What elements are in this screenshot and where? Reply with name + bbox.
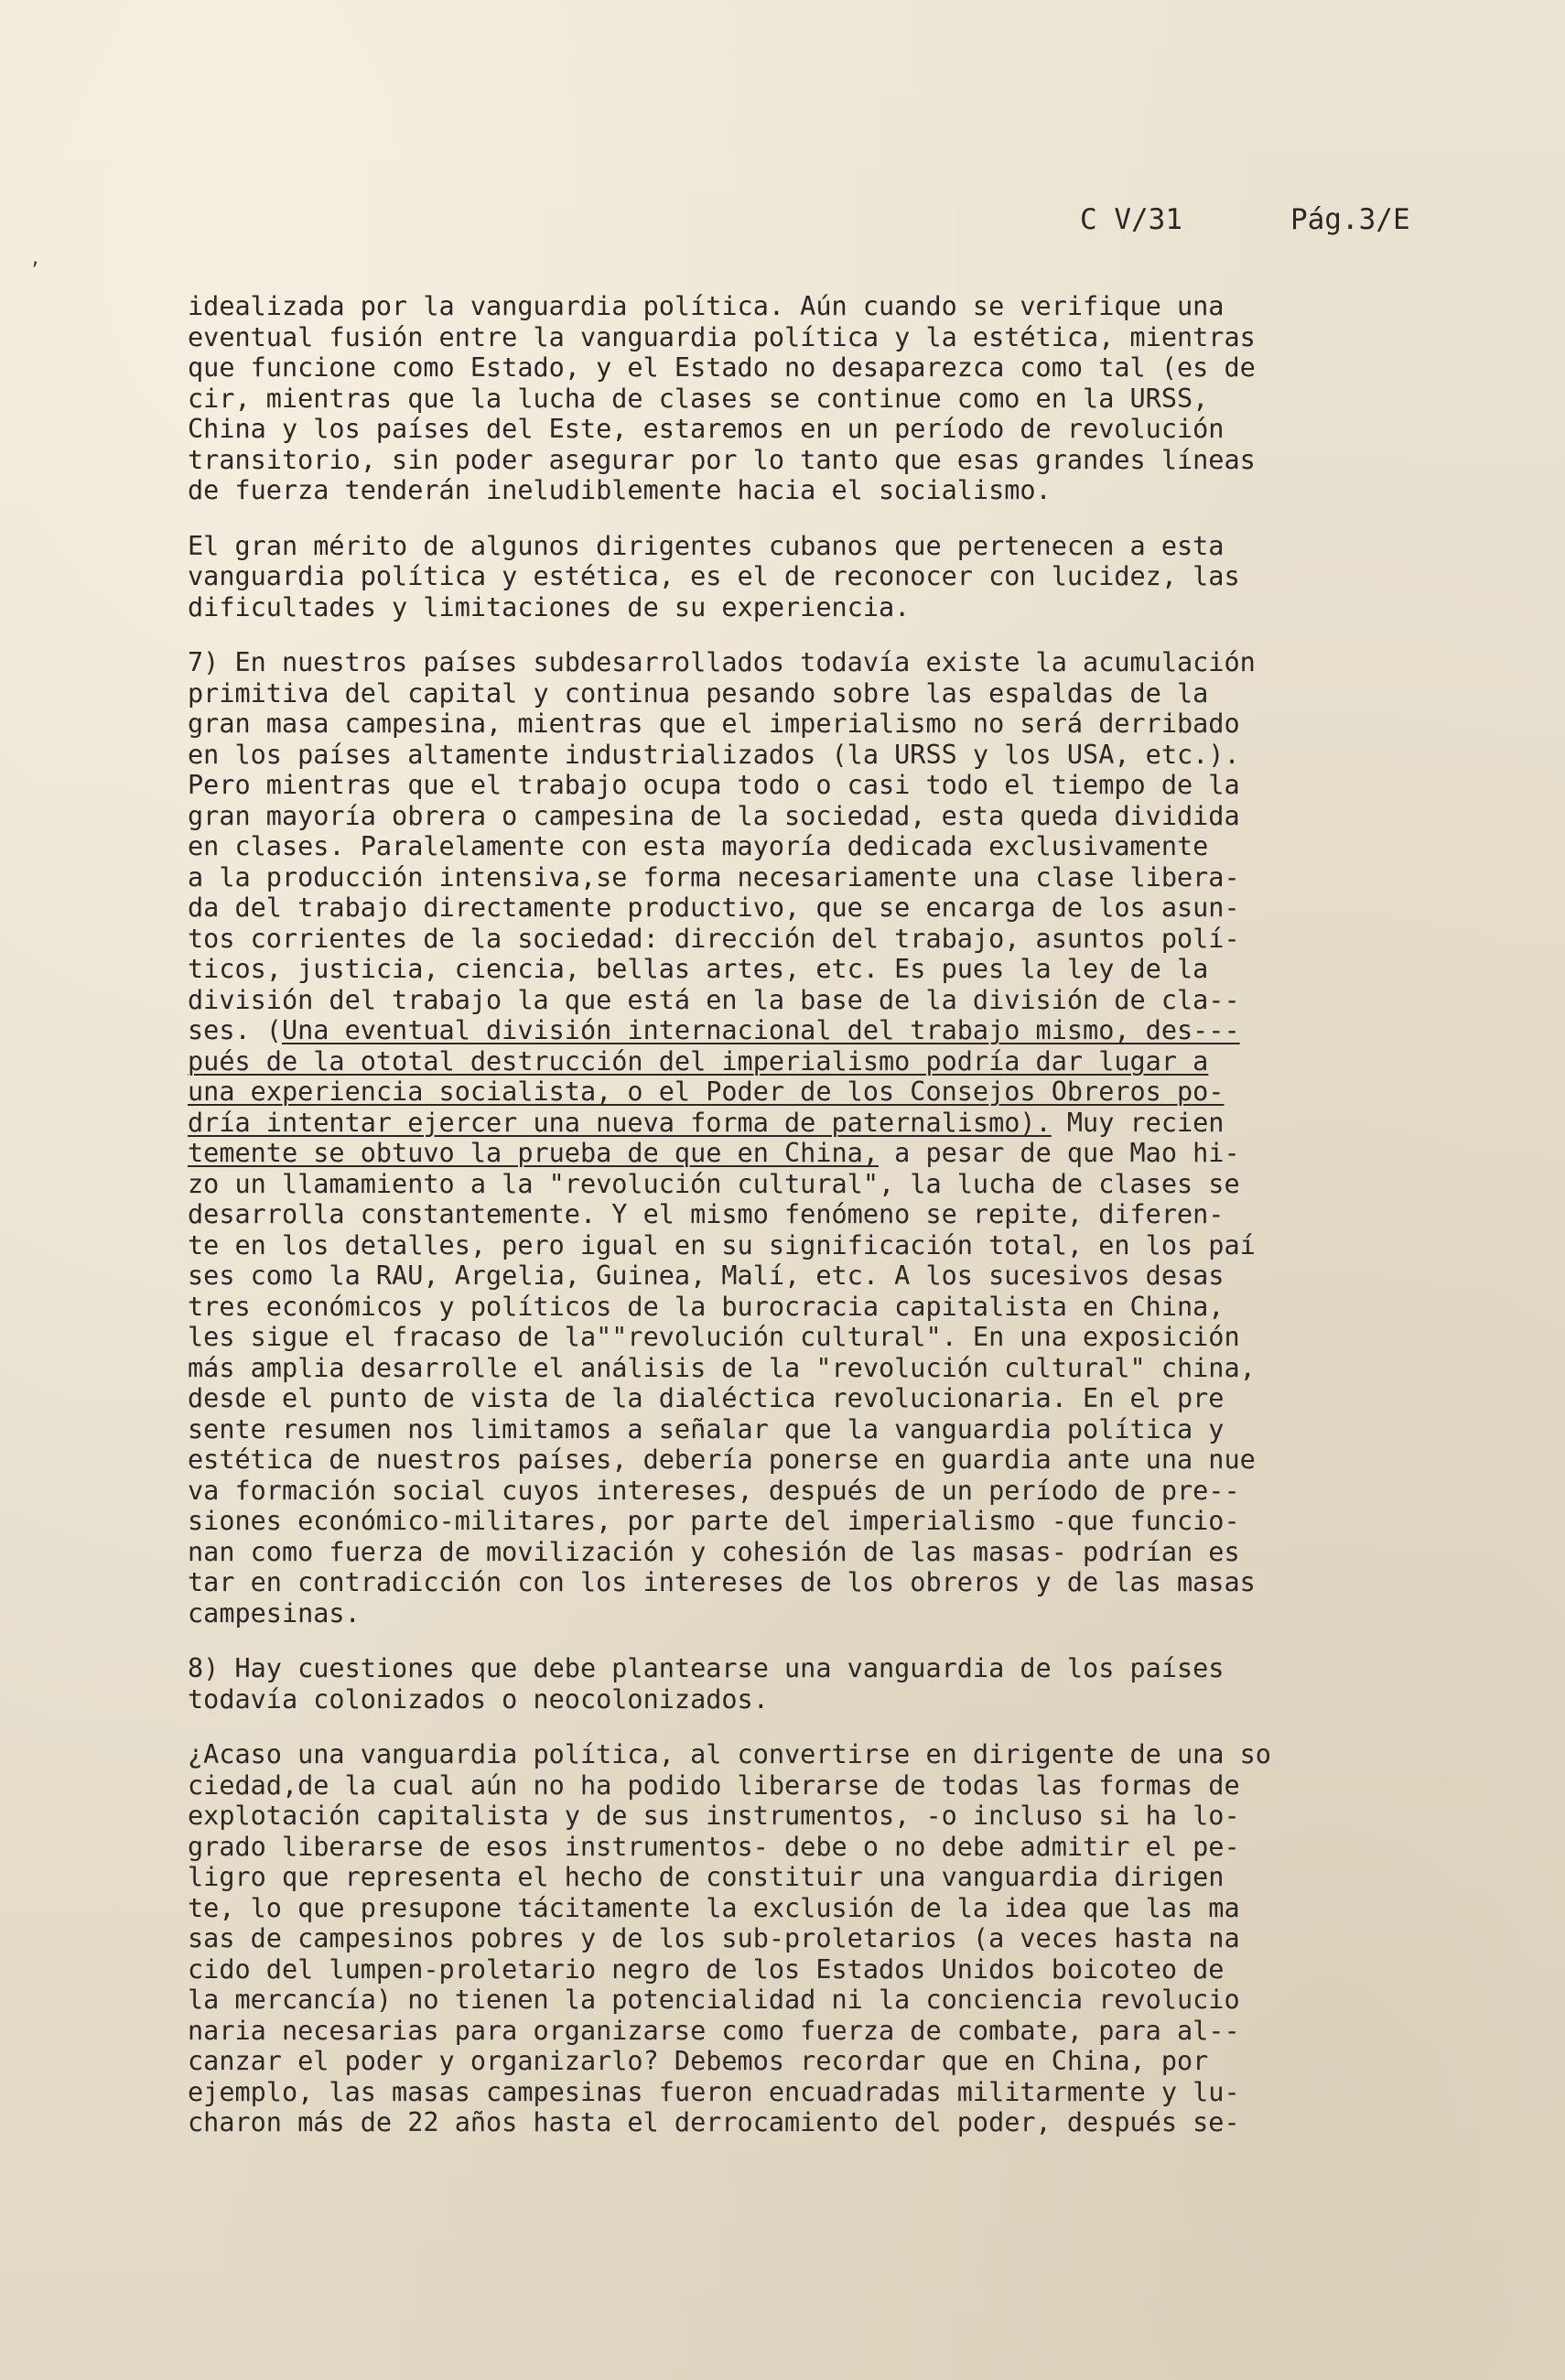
text-line: primitiva del capital y continua pesando sobre las espaldas de la bbox=[188, 677, 1209, 709]
text-line-underlined bbox=[188, 1015, 1487, 1046]
text-line: ligro que representa el hecho de constituir una vanguardia dirigen bbox=[188, 1862, 1225, 1892]
text-line: que funcione como Estado, y el Estado no desaparezca como tal (es de bbox=[188, 352, 1256, 383]
text-line: canzar el poder y organizarlo? Debemos recordar que en China, por bbox=[188, 2046, 1209, 2076]
text-line: da del trabajo directamente productivo, que se encarga de los asun- bbox=[188, 892, 1240, 923]
text-line: todavía colonizados o neocolonizados. bbox=[188, 1683, 769, 1715]
underlined-passage: Una eventual división internacional del trabajo mismo, des--- bbox=[281, 1015, 1240, 1045]
text-line: charon más de 22 años hasta el derrocamiento del poder, después se- bbox=[188, 2107, 1240, 2137]
text-line: gran masa campesina, mientras que el imperialismo no será derribado bbox=[188, 709, 1240, 739]
text-line: en los países altamente industrializados (la URSS y los USA, etc.). bbox=[188, 739, 1240, 770]
text-line: zo un llamamiento a la "revolución cultural", la lucha de clases se bbox=[188, 1168, 1240, 1199]
text-line: estética de nuestros países, debería ponerse en guardia ante una nue bbox=[188, 1444, 1256, 1475]
text-line: va formación social cuyos intereses, después de un período de pre-- bbox=[188, 1475, 1240, 1506]
margin-mark: ʼ bbox=[29, 258, 41, 280]
text-line: dificultades y limitaciones de su experiencia. bbox=[188, 591, 911, 622]
text-line: sente resumen nos limitamos a señalar que la vanguardia política y bbox=[188, 1413, 1225, 1444]
text-line: la mercancía) no tienen la potencialidad ni la conciencia revolucio bbox=[188, 1985, 1240, 2015]
text-line: más amplia desarrolle el análisis de la "revolución cultural" china, bbox=[188, 1352, 1256, 1383]
text-line: El gran mérito de algunos dirigentes cubanos que pertenecen a esta bbox=[188, 530, 1225, 561]
underlined-passage: temente se obtuvo la prueba de que en China, bbox=[188, 1138, 879, 1168]
text-line: te, lo que presupone tácitamente la exclusión de la idea que las ma bbox=[188, 1892, 1240, 1923]
text-segment: ses. ( bbox=[188, 1015, 282, 1045]
paragraph-2 bbox=[188, 531, 1487, 623]
paragraph-5 bbox=[188, 1739, 1487, 2138]
text-line: nan como fuerza de movilización y cohesión de las masas- podrían es bbox=[188, 1536, 1240, 1567]
text-line-underlined bbox=[188, 1138, 1487, 1169]
text-line: idealizada por la vanguardia política. Aún cuando se verifique una bbox=[188, 291, 1225, 321]
text-line: naria necesarias para organizarse como fuerza de combate, para al-- bbox=[188, 2015, 1240, 2046]
text-line: 8) Hay cuestiones que debe plantearse una vanguardia de los países bbox=[188, 1653, 1225, 1683]
underlined-passage: una experiencia socialista, o el Poder de los Consejos Obreros po- bbox=[188, 1076, 1225, 1107]
paragraph-3 bbox=[188, 647, 1487, 1628]
text-line: campesinas. bbox=[188, 1597, 361, 1628]
underlined-passage: pués de la ototal destrucción del imperialismo podría dar lugar a bbox=[188, 1045, 1209, 1076]
underlined-passage: dría intentar ejercer una nueva forma de paternalismo). bbox=[188, 1107, 1052, 1138]
text-line: eventual fusión entre la vanguardia política y la estética, mientras bbox=[188, 321, 1256, 352]
text-segment: a pesar de que Mao hi- bbox=[878, 1138, 1240, 1168]
text-line: les sigue el fracaso de la""revolución cultural". En una exposición bbox=[188, 1322, 1240, 1352]
body-text bbox=[188, 291, 1487, 2138]
text-line: te en los detalles, pero igual en su significación total, en los paí bbox=[188, 1229, 1256, 1260]
text-line: China y los países del Este, estaremos en un período de revolución bbox=[188, 414, 1225, 444]
paragraph-4 bbox=[188, 1653, 1487, 1715]
text-line: tar en contradicción con los intereses de los obreros y de las masas bbox=[188, 1567, 1256, 1597]
text-line: explotación capitalista y de sus instrumentos, -o incluso si ha lo- bbox=[188, 1801, 1240, 1831]
text-line: 7) En nuestros países subdesarrollados todavía existe la acumulación bbox=[188, 647, 1256, 677]
text-line: siones económico-militares, por parte del imperialismo -que funcio- bbox=[188, 1506, 1240, 1536]
text-line: ses como la RAU, Argelia, Guinea, Malí, etc. A los sucesivos desas bbox=[188, 1260, 1225, 1291]
page-number: Pág.3/E bbox=[1290, 203, 1410, 236]
paragraph-gap bbox=[188, 506, 1487, 531]
paragraph-gap bbox=[188, 1715, 1487, 1739]
text-line: desarrolla constantemente. Y el mismo fenómeno se repite, diferen- bbox=[188, 1199, 1225, 1229]
text-line: vanguardia política y estética, es el de reconocer con lucidez, las bbox=[188, 561, 1240, 591]
paragraph-gap bbox=[188, 1628, 1487, 1653]
text-line: de fuerza tenderán ineludiblemente hacia el socialismo. bbox=[188, 475, 1052, 505]
text-segment: Muy recien bbox=[1051, 1107, 1225, 1138]
text-line-underlined bbox=[188, 1108, 1487, 1139]
page-header bbox=[1080, 203, 1410, 236]
paragraph-1 bbox=[188, 291, 1487, 506]
text-line: transitorio, sin poder asegurar por lo tanto que esas grandes líneas bbox=[188, 444, 1256, 475]
text-line: Pero mientras que el trabajo ocupa todo o casi todo el tiempo de la bbox=[188, 770, 1240, 800]
document-reference: C V/31 bbox=[1080, 203, 1182, 236]
text-line: ticos, justicia, ciencia, bellas artes, etc. Es pues la ley de la bbox=[188, 954, 1209, 984]
text-line: en clases. Paralelamente con esta mayoría dedicada exclusivamente bbox=[188, 831, 1209, 861]
text-line: división del trabajo la que está en la base de la división de cla-- bbox=[188, 984, 1240, 1015]
text-line: ciedad,de la cual aún no ha podido liberarse de todas las formas de bbox=[188, 1769, 1240, 1801]
text-line: desde el punto de vista de la dialéctica revolucionaria. En el pre bbox=[188, 1383, 1225, 1413]
text-line: ejemplo, las masas campesinas fueron encuadradas militarmente y lu- bbox=[188, 2076, 1240, 2107]
paragraph-gap bbox=[188, 622, 1487, 647]
text-line: grado liberarse de esos instrumentos- debe o no debe admitir el pe- bbox=[188, 1831, 1240, 1862]
text-line: a la producción intensiva,se forma necesariamente una clase libera- bbox=[188, 861, 1240, 892]
text-line: tres económicos y políticos de la burocracia capitalista en China, bbox=[188, 1291, 1225, 1322]
text-line: gran mayoría obrera o campesina de la sociedad, esta queda dividida bbox=[188, 800, 1240, 831]
text-line: sas de campesinos pobres y de los sub-proletarios (a veces hasta na bbox=[188, 1923, 1240, 1953]
text-line: cir, mientras que la lucha de clases se continue como en la URSS, bbox=[188, 383, 1209, 414]
text-line: cido del lumpen-proletario negro de los Estados Unidos boicoteo de bbox=[188, 1953, 1225, 1985]
text-line: tos corrientes de la sociedad: dirección del trabajo, asuntos polí- bbox=[188, 923, 1240, 954]
text-line: ¿Acaso una vanguardia política, al convertirse en dirigente de una so bbox=[188, 1739, 1271, 1769]
